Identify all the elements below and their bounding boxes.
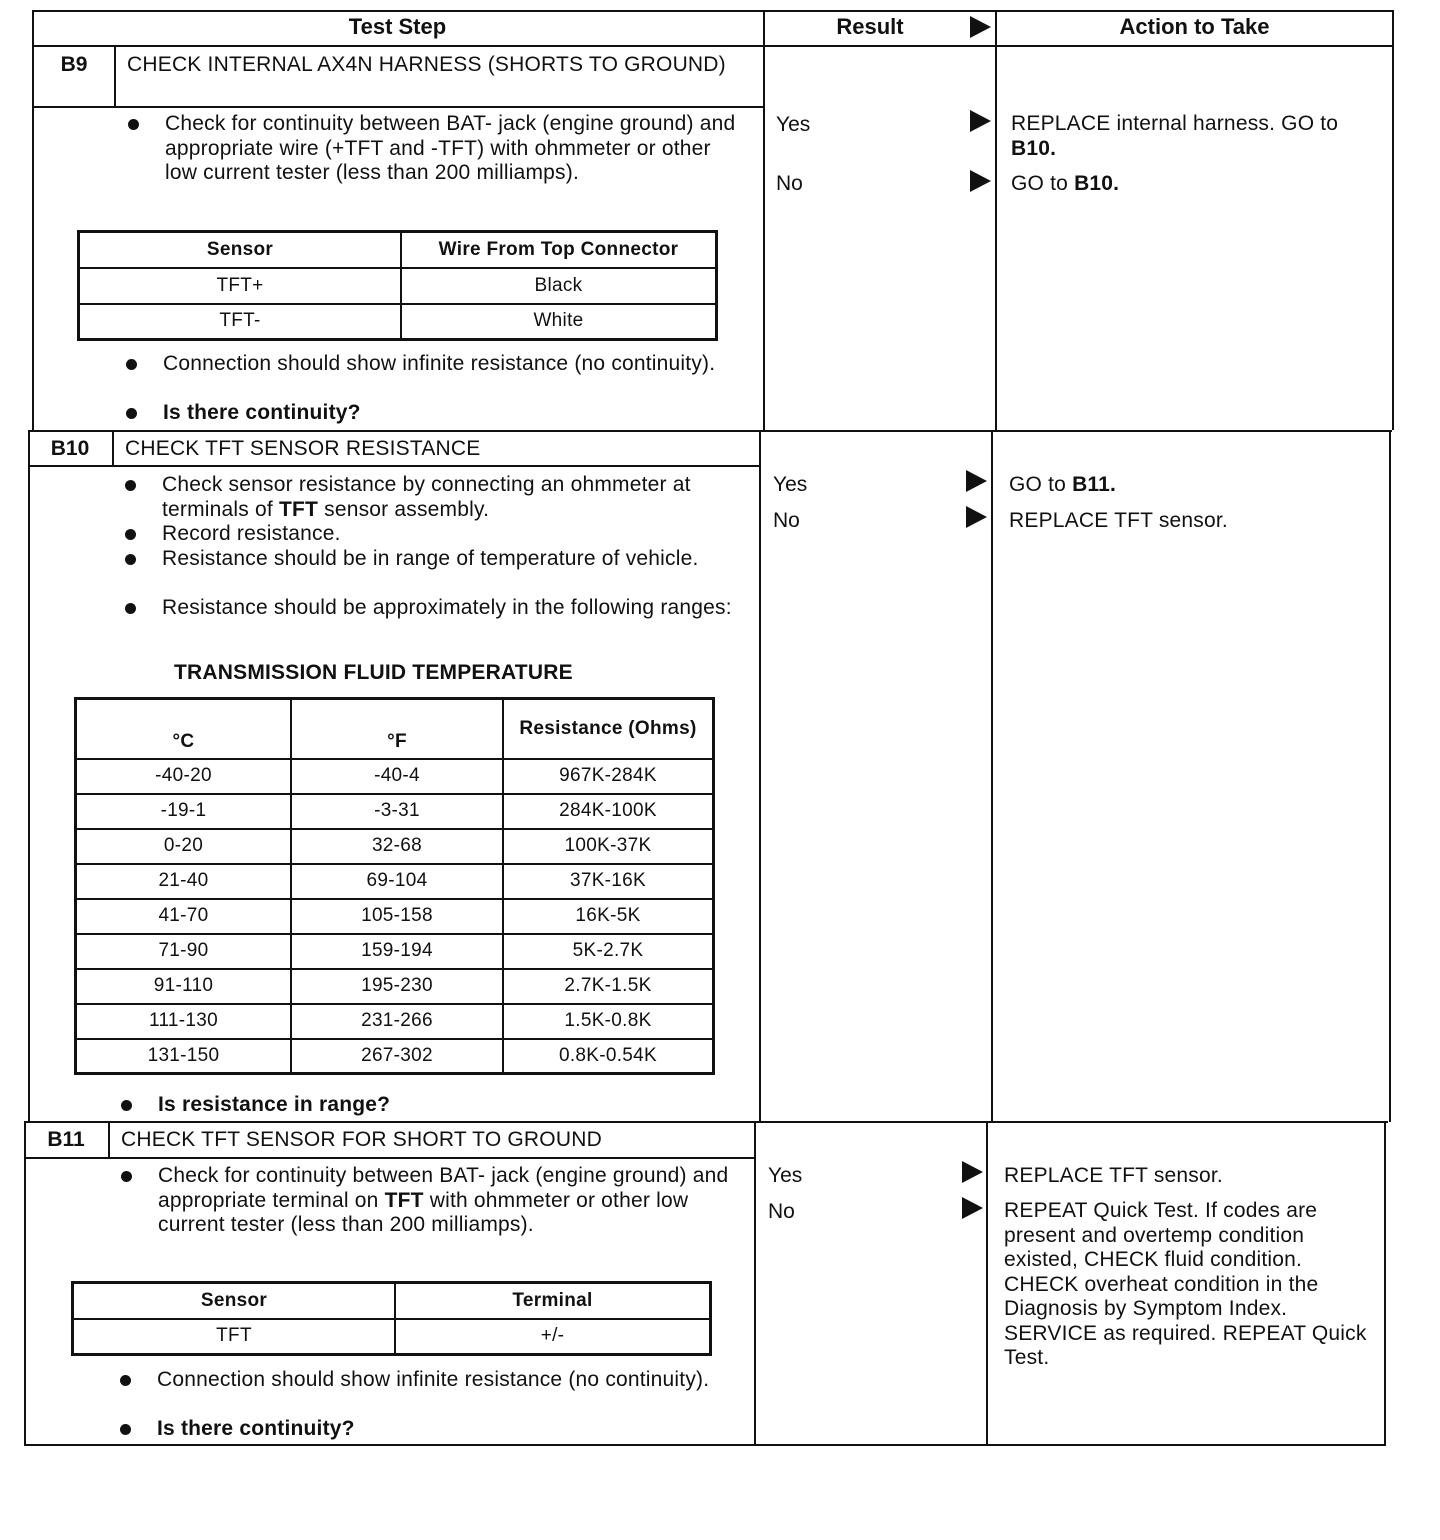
b9-sensor-wire-table xyxy=(77,230,718,341)
header-action: Action to Take xyxy=(1119,14,1270,39)
b9-yes-arrow-icon xyxy=(970,110,991,132)
table-cell: 0-20 xyxy=(76,829,292,864)
table-header-cell: Resistance (Ohms) xyxy=(503,699,714,759)
table-header-cell: Sensor xyxy=(79,232,402,268)
result-col-divider-b11 xyxy=(754,1121,756,1445)
result-col-divider-b10 xyxy=(759,430,761,1122)
table-cell: 100K-37K xyxy=(503,829,714,864)
b10-bullet-1: Check sensor resistance by connecting an ohmmeter at terminals of TFT sensor assembly. xyxy=(162,473,742,522)
table-cell: 0.8K-0.54K xyxy=(503,1039,714,1074)
b9-result-no: No xyxy=(776,172,803,195)
b10-result-no: No xyxy=(773,509,800,532)
table-cell: -19-1 xyxy=(76,794,292,829)
b10-step-title: CHECK TFT SENSOR RESISTANCE xyxy=(125,437,481,460)
table-row xyxy=(76,794,714,829)
table-header-row xyxy=(73,1283,711,1319)
b10-temperature-resistance-table xyxy=(74,697,715,1075)
table-cell: 131-150 xyxy=(76,1039,292,1074)
table-cell: 195-230 xyxy=(291,969,503,1004)
table-cell: 16K-5K xyxy=(503,899,714,934)
b10-code-divider xyxy=(112,430,114,465)
b10-question: Is resistance in range? xyxy=(158,1093,718,1118)
b9-bottom-border xyxy=(30,430,1392,432)
table-cell: 69-104 xyxy=(291,864,503,899)
bullet-dot-icon xyxy=(125,554,136,565)
table-row xyxy=(76,899,714,934)
b11-sensor-terminal-table xyxy=(71,1281,712,1356)
table-cell: 71-90 xyxy=(76,934,292,969)
table-cell: 41-70 xyxy=(76,899,292,934)
table-header-cell: °C xyxy=(76,699,292,759)
b9-question: Is there continuity? xyxy=(163,401,723,426)
table-cell: Black xyxy=(401,268,717,304)
table-cell: 2.7K-1.5K xyxy=(503,969,714,1004)
table-cell: 267-302 xyxy=(291,1039,503,1074)
bullet-dot-icon xyxy=(120,1424,131,1435)
b11-yes-arrow-icon xyxy=(962,1161,983,1183)
b11-action-no: REPEAT Quick Test. If codes are present and overtemp condition existed, CHECK fluid condition. CHECK overheat condition in the Diagnosis by Symptom Index. SERVICE as required. REPEAT Quick Test. xyxy=(1004,1199,1367,1369)
header-bottom-border xyxy=(32,45,1394,47)
table-cell: 284K-100K xyxy=(503,794,714,829)
b10-title-bottom-border xyxy=(28,465,759,467)
b11-bullet-2: Connection should show infinite resistance (no continuity). xyxy=(157,1368,717,1393)
table-cell: 21-40 xyxy=(76,864,292,899)
b11-step-title: CHECK TFT SENSOR FOR SHORT TO GROUND xyxy=(121,1128,602,1151)
b9-result-yes: Yes xyxy=(776,113,811,136)
table-header-row xyxy=(76,699,714,759)
table-header-cell: Terminal xyxy=(395,1283,711,1319)
bullet-dot-icon xyxy=(125,480,136,491)
frame-right-border-b11 xyxy=(1384,1121,1386,1445)
b11-no-arrow-icon xyxy=(962,1197,983,1219)
b10-yes-arrow-icon xyxy=(966,470,987,492)
table-cell: -3-31 xyxy=(291,794,503,829)
b11-result-yes: Yes xyxy=(768,1164,803,1187)
table-cell: 32-68 xyxy=(291,829,503,864)
b10-action-yes: GO to B11. xyxy=(1009,473,1117,496)
frame-right-border-b9 xyxy=(1392,10,1394,430)
action-col-divider-b10 xyxy=(991,430,993,1122)
header-arrow-icon xyxy=(970,16,991,38)
table-cell: 111-130 xyxy=(76,1004,292,1039)
table-cell: 91-110 xyxy=(76,969,292,1004)
table-cell: 231-266 xyxy=(291,1004,503,1039)
table-cell: White xyxy=(401,304,717,340)
table-cell: 37K-16K xyxy=(503,864,714,899)
table-header-cell: Sensor xyxy=(73,1283,396,1319)
b9-title-bottom-border xyxy=(32,106,763,108)
table-row xyxy=(76,864,714,899)
table-cell: 105-158 xyxy=(291,899,503,934)
bullet-dot-icon xyxy=(126,408,137,419)
b9-code-divider xyxy=(114,45,116,106)
result-col-divider-b9 xyxy=(763,10,765,430)
bullet-dot-icon xyxy=(121,1100,132,1111)
b9-bullet-1: Check for continuity between BAT- jack (engine ground) and appropriate wire (+TFT and -TFT) with ohmmeter or other low current tester (less than 200 milliamps). xyxy=(165,112,745,186)
table-row xyxy=(76,759,714,794)
table-cell: 5K-2.7K xyxy=(503,934,714,969)
table-cell: TFT xyxy=(73,1319,396,1355)
b9-bullet-2: Connection should show infinite resistance (no continuity). xyxy=(163,352,723,377)
b10-table-title: TRANSMISSION FLUID TEMPERATURE xyxy=(174,661,573,684)
table-cell: 159-194 xyxy=(291,934,503,969)
b9-no-arrow-icon xyxy=(970,170,991,192)
b11-question: Is there continuity? xyxy=(157,1417,717,1442)
bullet-dot-icon xyxy=(128,119,139,130)
table-row xyxy=(79,304,717,340)
b9-action-no: GO to B10. xyxy=(1011,172,1120,195)
b9-action-yes: REPLACE internal harness. GO to B10. xyxy=(1011,112,1339,160)
table-header-cell: °F xyxy=(291,699,503,759)
b9-step-code: B9 xyxy=(60,53,88,76)
bullet-dot-icon xyxy=(126,359,137,370)
b11-code-divider xyxy=(108,1121,110,1157)
table-cell: 967K-284K xyxy=(503,759,714,794)
b10-bullet-4: Resistance should be approximately in the following ranges: xyxy=(162,596,742,621)
b10-action-no: REPLACE TFT sensor. xyxy=(1009,509,1228,532)
table-row xyxy=(76,934,714,969)
table-row xyxy=(76,969,714,1004)
b9-step-title: CHECK INTERNAL AX4N HARNESS (SHORTS TO GROUND) xyxy=(127,53,726,76)
bullet-dot-icon xyxy=(120,1375,131,1386)
table-cell: -40-20 xyxy=(76,759,292,794)
b11-title-bottom-border xyxy=(24,1157,755,1159)
table-cell: +/- xyxy=(395,1319,711,1355)
b11-bullet-1: Check for continuity between BAT- jack (engine ground) and appropriate terminal on TFT with ohmmeter or other low current tester (less than 200 milliamps). xyxy=(158,1164,738,1238)
b11-action-yes: REPLACE TFT sensor. xyxy=(1004,1164,1223,1187)
bullet-dot-icon xyxy=(125,529,136,540)
table-header-row xyxy=(79,232,717,268)
table-cell: 1.5K-0.8K xyxy=(503,1004,714,1039)
b10-bottom-border xyxy=(26,1121,1388,1123)
b10-result-yes: Yes xyxy=(773,473,808,496)
frame-left-border-b10 xyxy=(28,430,30,1122)
table-row xyxy=(76,1039,714,1074)
frame-left-border-b11 xyxy=(24,1121,26,1445)
b11-result-no: No xyxy=(768,1200,795,1223)
table-row xyxy=(79,268,717,304)
bullet-dot-icon xyxy=(121,1171,132,1182)
table-row xyxy=(76,829,714,864)
frame-right-border-b10 xyxy=(1389,430,1391,1122)
b10-step-code: B10 xyxy=(50,437,90,460)
frame-top-border xyxy=(32,10,1394,12)
b10-no-arrow-icon xyxy=(966,506,987,528)
table-row xyxy=(73,1319,711,1355)
header-test-step: Test Step xyxy=(348,14,447,39)
b10-bullet-2: Record resistance. xyxy=(162,522,742,547)
frame-bottom-border xyxy=(24,1444,1386,1446)
action-col-divider-b9 xyxy=(995,10,997,430)
table-header-cell: Wire From Top Connector xyxy=(401,232,717,268)
b10-bullet-3: Resistance should be in range of temperature of vehicle. xyxy=(162,547,742,572)
table-cell: TFT+ xyxy=(79,268,402,304)
table-cell: TFT- xyxy=(79,304,402,340)
header-result: Result xyxy=(836,14,904,39)
table-cell: -40-4 xyxy=(291,759,503,794)
action-col-divider-b11 xyxy=(986,1121,988,1445)
b11-step-code: B11 xyxy=(47,1128,85,1151)
bullet-dot-icon xyxy=(125,603,136,614)
table-row xyxy=(76,1004,714,1039)
